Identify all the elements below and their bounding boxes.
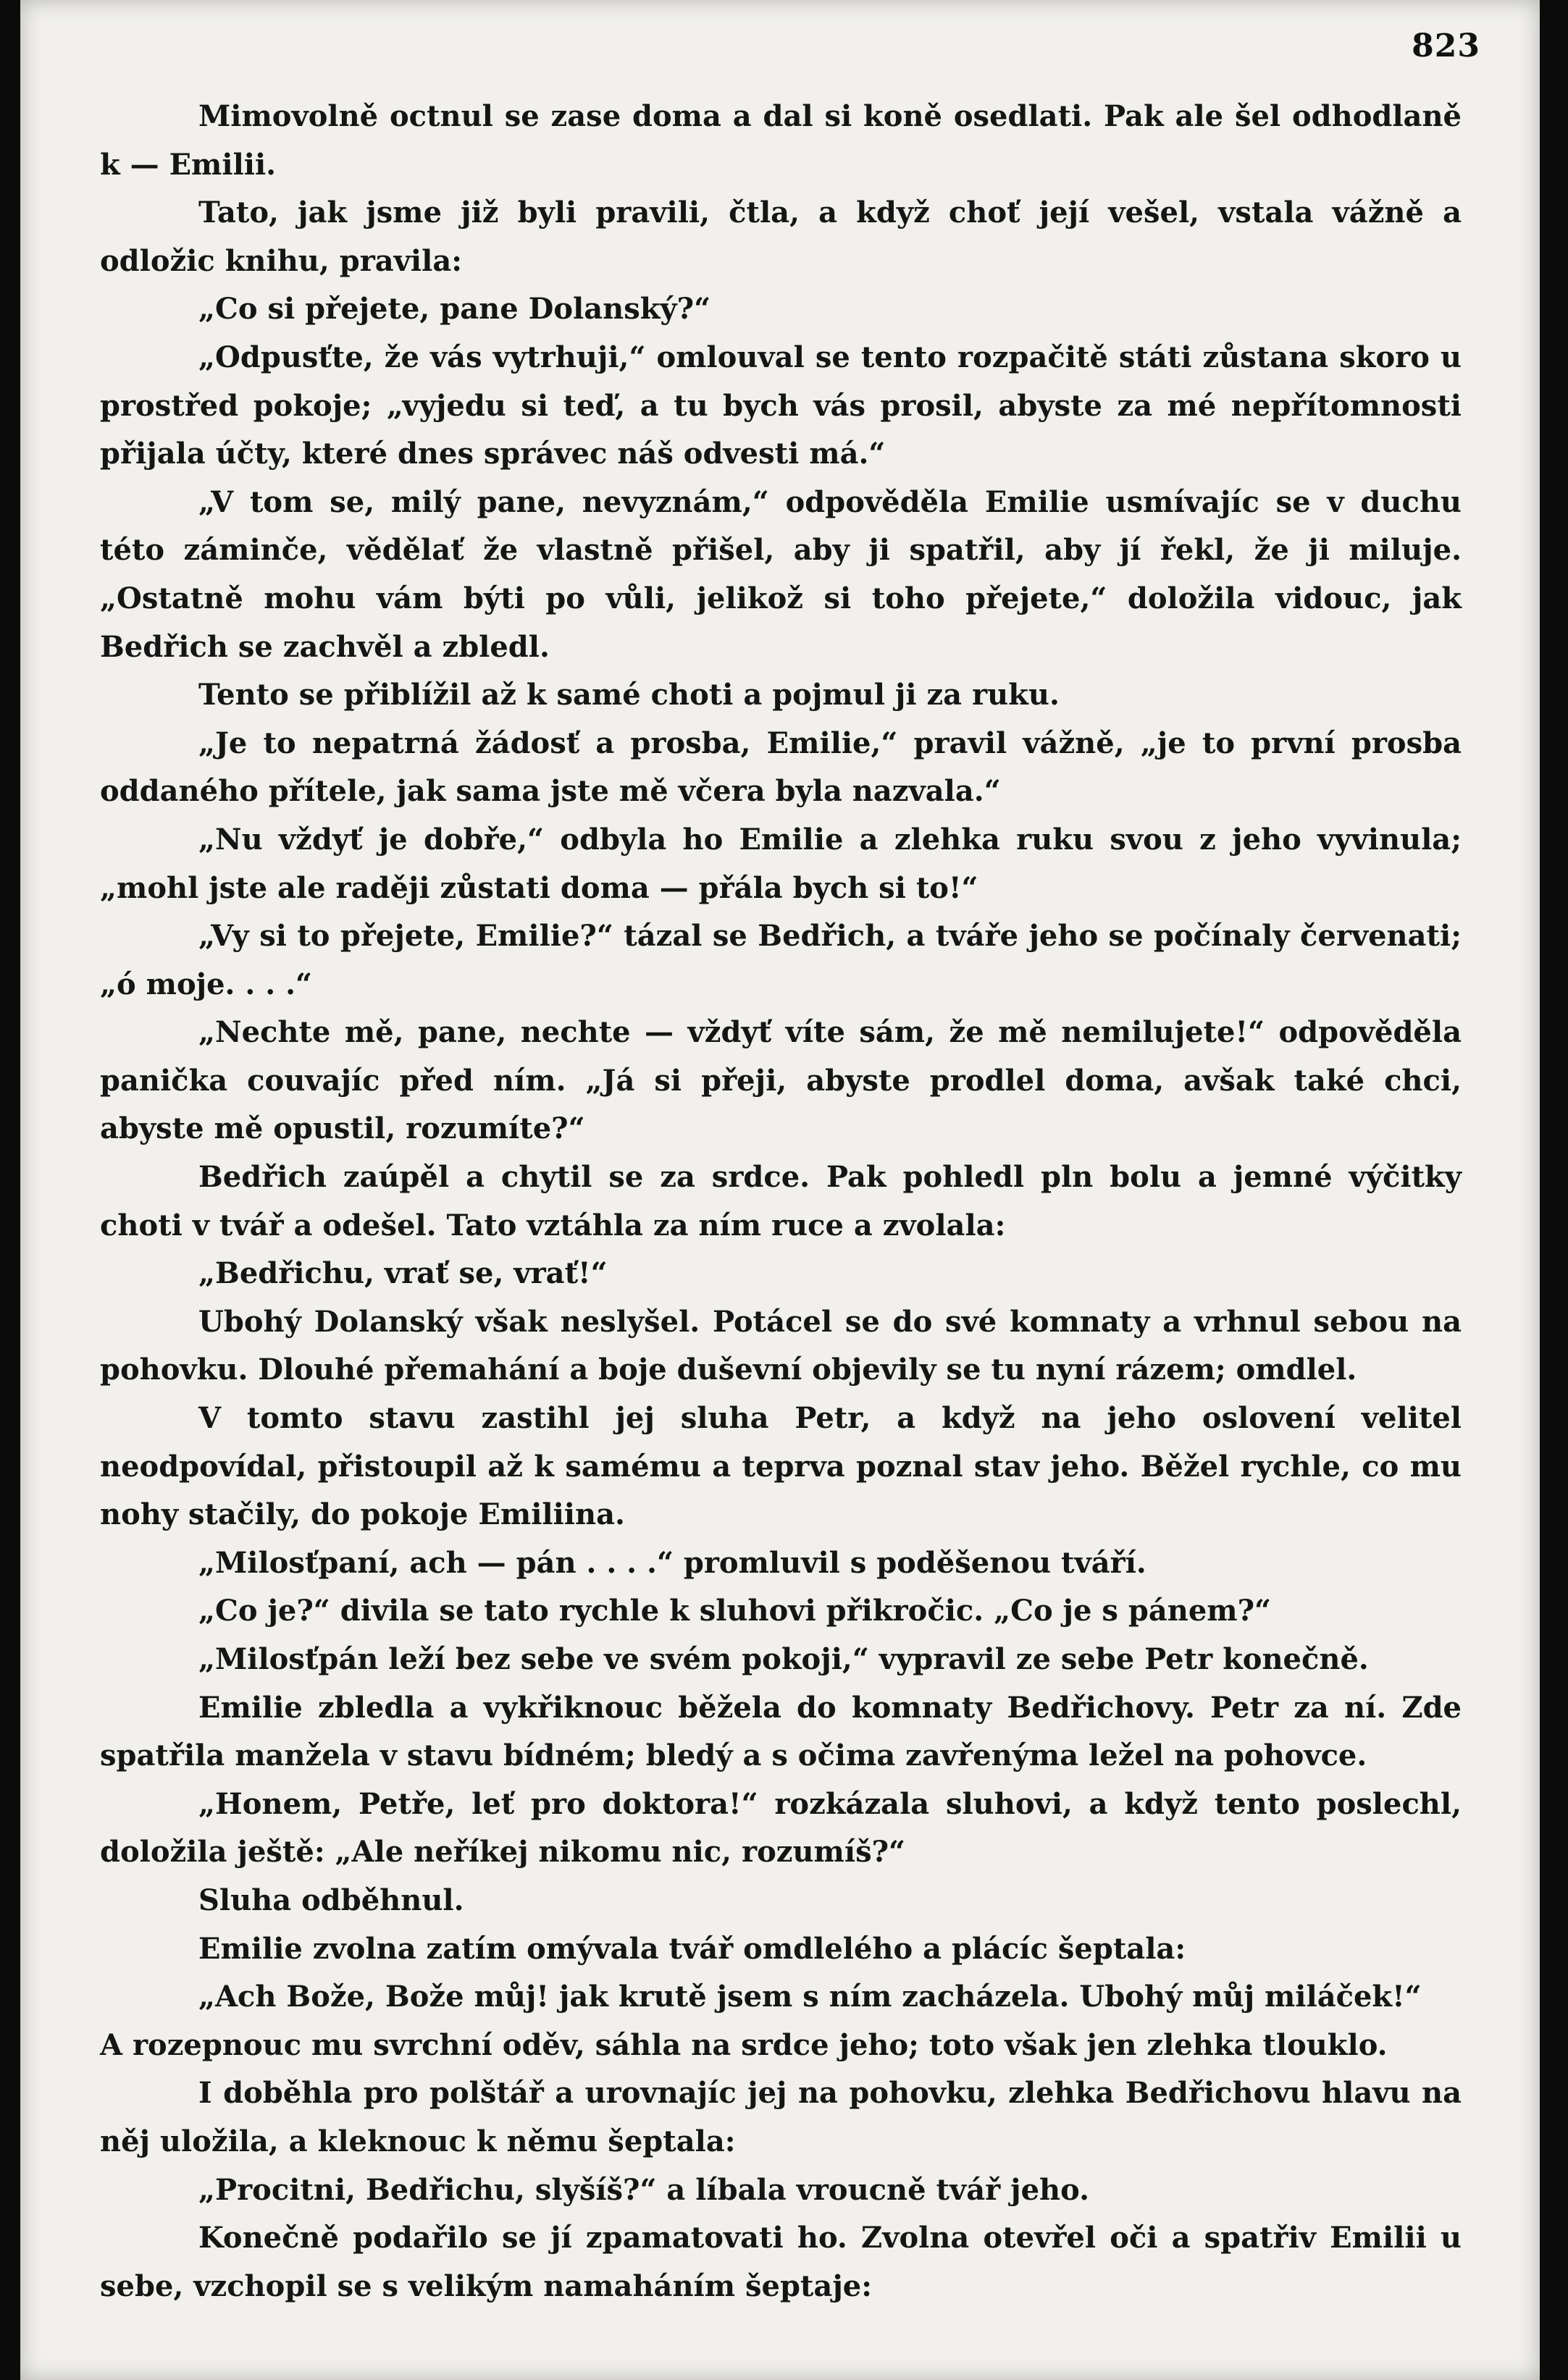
paragraph: „Milosťpaní, ach — pán . . . .“ promluvil s poděšenou tváří. — [198, 1545, 1146, 1580]
paragraph: Emilie zvolna zatím omývala tvář omdlelého a plácíc šeptala: — [198, 1931, 1186, 1966]
paragraph: „V tom se, milý pane, nevyznám,“ odpověděla Emilie usmívajíc se v duchu této záminče, vědělať že vlastně přišel, aby ji spatřil, aby jí řekl, že ji miluje. „Ostatně mohu vám býti po vůli, jelikož si toho přejete,“ doložila vidouc, jak Bedřich se zachvěl a zbledl. — [100, 484, 1462, 664]
paragraph: „Procitni, Bedřichu, slyšíš?“ a líbala vroucně tvář jeho. — [198, 2172, 1090, 2207]
paragraph: Bedřich zaúpěl a chytil se za srdce. Pak pohledl pln bolu a jemné výčitky choti v tvář a odešel. Tato vztáhla za ním ruce a zvolala: — [100, 1160, 1462, 1242]
paragraph: „Je to nepatrná žádosť a prosba, Emilie,“ pravil vážně, „je to první prosba oddaného přítele, jak sama jste mě včera byla nazvala.“ — [100, 726, 1462, 809]
book-page — [20, 0, 1540, 2380]
paragraph: Ubohý Dolanský však neslyšel. Potácel se do své komnaty a vrhnul sebou na pohovku. Dlouhé přemahání a boje duševní objevily se tu nyní rázem; omdlel. — [100, 1304, 1462, 1387]
paragraph: „Vy si to přejete, Emilie?“ tázal se Bedřich, a tváře jeho se počínaly červenati; „ó moje. . . .“ — [100, 919, 1462, 1001]
paragraph: Sluha odběhnul. — [198, 1883, 464, 1917]
paragraph: Tento se přiblížil až k samé choti a pojmul ji za ruku. — [198, 678, 1060, 712]
paragraph: „Honem, Petře, leť pro doktora!“ rozkázala sluhovi, a když tento poslechl, doložila ještě: „Ale neříkej nikomu nic, rozumíš?“ — [100, 1786, 1462, 1870]
paragraph: „Ach Bože, Bože můj! jak krutě jsem s ním zacházela. Ubohý můj miláček!“ — [198, 1980, 1422, 2014]
paragraph: Tato, jak jsme již byli pravili, čtla, a když choť její vešel, vstala vážně a odložic knihu, pravila: — [100, 195, 1462, 278]
paragraph: „Odpusťte, že vás vytrhuji,“ omlouval se tento rozpačitě státi zůstana skoro u prostřed pokoje; „vyjedu si teď, a tu bych vás prosil, abyste za mé nepřítomnosti přijala účty, které dnes správec náš odvesti má.“ — [100, 340, 1462, 471]
paragraph: „Nu vždyť je dobře,“ odbyla ho Emilie a zlehka ruku svou z jeho vyvinula; „mohl jste ale raději zůstati doma — přála bych si to!“ — [100, 822, 1462, 905]
paragraph: Emilie zbledla a vykřiknouc běžela do komnaty Bedřichovy. Petr za ní. Zde spatřila manžela v stavu bídném; bledý a s očima zavřenýma ležel na pohovce. — [100, 1690, 1462, 1773]
paragraph: I doběhla pro polštář a urovnajíc jej na pohovku, zlehka Bedřichovu hlavu na něj uložila, a kleknouc k němu šeptala: — [100, 2076, 1462, 2158]
paragraph: Konečně podařilo se jí zpamatovati ho. Zvolna otevřel oči a spatřiv Emilii u sebe, vzchopil se s velikým namaháním šeptaje: — [100, 2221, 1462, 2303]
paragraph: V tomto stavu zastihl jej sluha Petr, a když na jeho oslovení velitel neodpovídal, přistoupil až k samému a teprva poznal stav jeho. Běžel rychle, co mu nohy stačily, do pokoje Emiliina. — [100, 1401, 1462, 1532]
paragraph: Mimovolně octnul se zase doma a dal si koně osedlati. Pak ale šel odhodlaně k — Emilii. — [100, 99, 1462, 182]
paragraph: A rozepnouc mu svrchní oděv, sáhla na srdce jeho; toto však jen zlehka tlouklo. — [100, 2027, 1388, 2062]
paragraph: „Co si přejete, pane Dolanský?“ — [198, 292, 711, 327]
paragraph: „Milosťpán leží bez sebe ve svém pokoji,“ vypravil ze sebe Petr konečně. — [198, 1642, 1369, 1676]
paragraph: „Co je?“ divila se tato rychle k sluhovi přikročic. „Co je s pánem?“ — [198, 1594, 1272, 1628]
paragraph: „Nechte mě, pane, nechte — vždyť víte sám, že mě nemilujete!“ odpověděla panička couvajíc před ním. „Já si přeji, abyste prodlel doma, avšak také chci, abyste mě opustil, rozumíte?“ — [100, 1015, 1462, 1146]
page-text — [100, 93, 1462, 2310]
paragraph: „Bedřichu, vrať se, vrať!“ — [198, 1256, 608, 1291]
page-number: 823 — [1412, 28, 1480, 64]
